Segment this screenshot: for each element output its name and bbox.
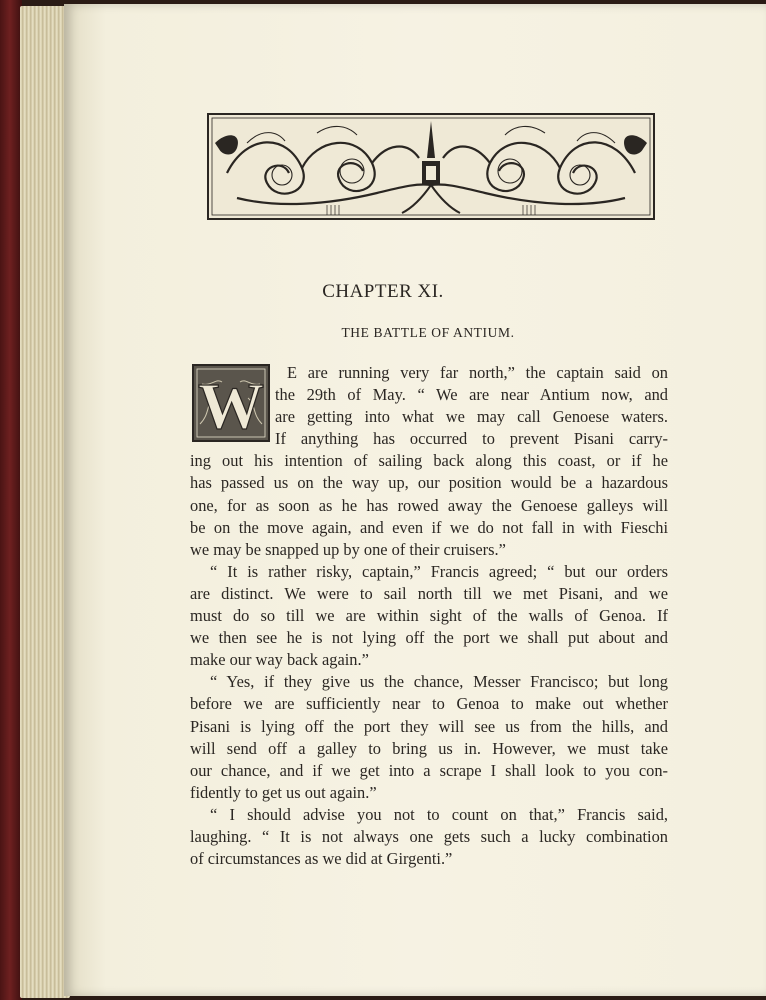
text-line: are getting into what we may call Genoese waters.: [275, 407, 668, 427]
page-edges: [20, 6, 70, 998]
chapter-title: THE BATTLE OF ANTIUM.: [341, 325, 515, 340]
text-line: will send off a galley to bring us in. However, we must take: [190, 738, 668, 758]
drop-cap-letter: W: [198, 370, 264, 442]
text-line: must do so till we are within sight of the walls of Genoa. If: [190, 606, 668, 626]
text-line: “ It is rather risky, captain,” Francis agreed; “ but our orders: [210, 561, 668, 581]
text-line: If anything has occurred to prevent Pisani carry-: [275, 429, 668, 449]
text-line: make our way back again.”: [190, 650, 369, 670]
text-line: we then see he is not lying off the port we shall put about and: [190, 628, 668, 648]
text-line: “ I should advise you not to count on that,” Francis said,: [210, 804, 668, 824]
text-line: fidently to get us out again.”: [190, 782, 377, 802]
text-line: ing out his intention of sailing back along this coast, or if he: [190, 451, 668, 471]
text-line: before we are sufficiently near to Genoa to make out whether: [190, 694, 668, 714]
text-line: the 29th of May. “ We are near Antium now, and: [275, 385, 668, 405]
ornamental-headpiece: [207, 113, 655, 220]
text-line: laughing. “ It is not always one gets such a lucky combination: [190, 826, 668, 846]
text-line: of circumstances as we did at Girgenti.”: [190, 849, 453, 869]
chapter-heading: CHAPTER XI.: [322, 281, 444, 302]
text-line: are distinct. We were to sail north till we met Pisani, and we: [190, 583, 668, 603]
text-line: one, for as soon as he has rowed away the Genoese galleys will: [190, 495, 668, 515]
text-line: we may be snapped up by one of their cruisers.”: [190, 539, 506, 559]
book-spine: [0, 0, 22, 1000]
text-line: E are running very far north,” the captain said on: [287, 363, 668, 382]
text-line: be on the move again, and even if we do not fall in with Fieschi: [190, 517, 668, 537]
text-line: our chance, and if we get into a scrape I shall look to you con-: [190, 760, 668, 780]
text-line: Pisani is lying off the port they will see us from the hills, and: [190, 716, 668, 736]
chapter-body: [190, 362, 668, 870]
text-line: has passed us on the way up, our position would be a hazardous: [190, 473, 668, 493]
text-line: “ Yes, if they give us the chance, Messer Francisco; but long: [210, 672, 668, 692]
